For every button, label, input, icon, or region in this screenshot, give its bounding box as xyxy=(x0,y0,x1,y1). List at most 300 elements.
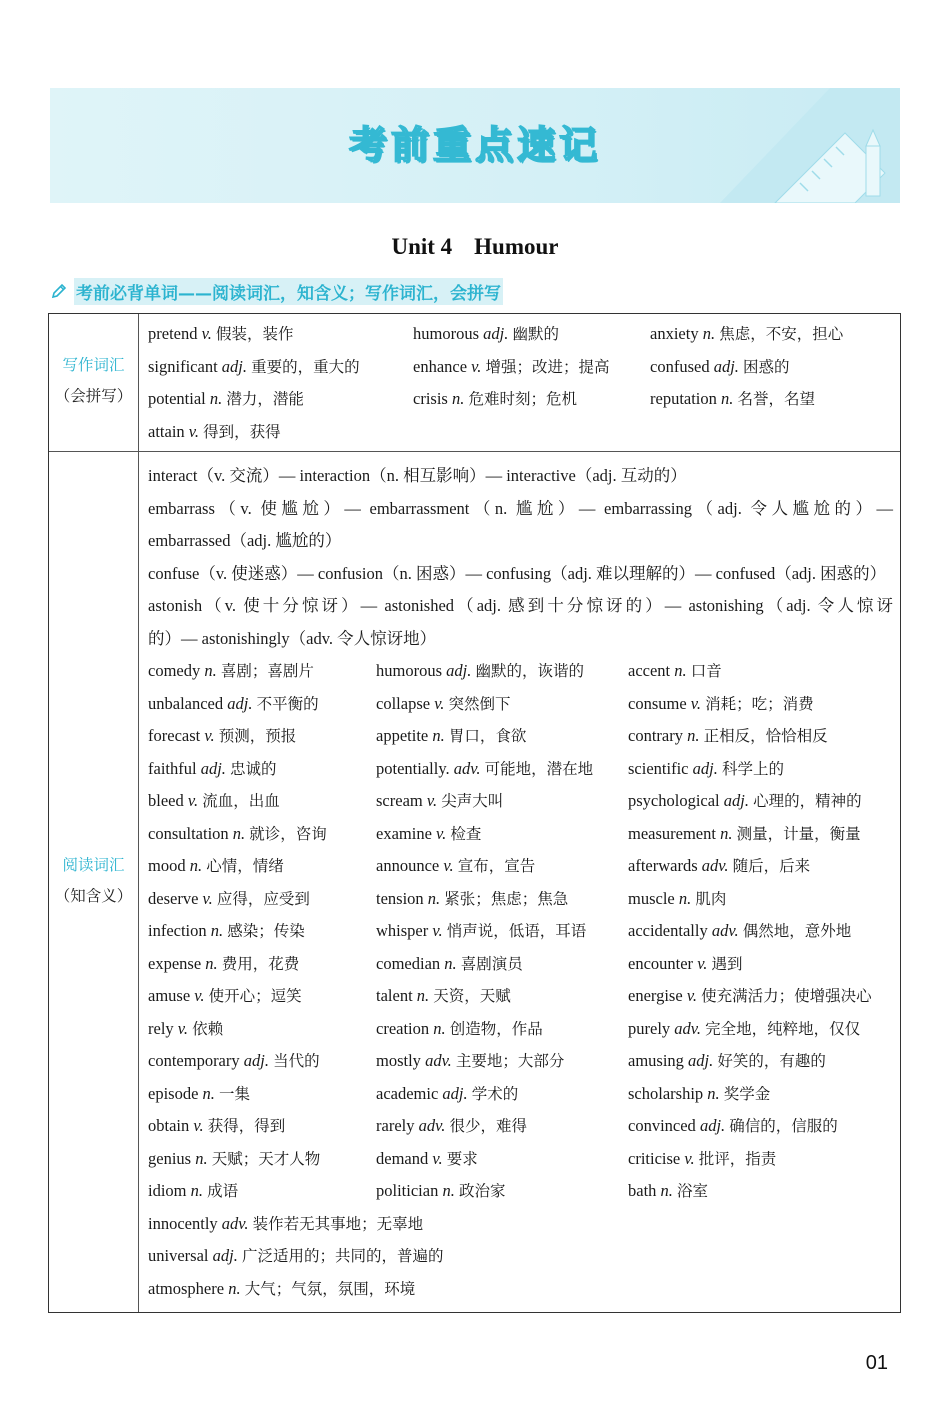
vocab-meaning: 肌肉 xyxy=(695,889,727,908)
vocab-word: consume xyxy=(628,693,687,713)
vocab-pos: v. xyxy=(690,693,702,713)
vocab-pos: adj. xyxy=(713,356,739,376)
reading-row xyxy=(148,1240,893,1272)
vocab-meaning: 获得，得到 xyxy=(207,1117,286,1135)
vocab-pos: v. xyxy=(177,1018,189,1038)
vocab-entry xyxy=(376,655,584,687)
vocab-meaning: 偶然地，意外地 xyxy=(742,922,852,940)
vocab-entry xyxy=(376,883,568,915)
vocab-meaning: 焦虑，不安，担心 xyxy=(719,325,844,343)
vocab-entry xyxy=(650,351,790,383)
vocab-entry xyxy=(148,383,304,415)
reading-row xyxy=(148,785,893,817)
vocab-word: measurement xyxy=(628,823,716,843)
vocab-word: rarely xyxy=(376,1116,415,1135)
vocab-word: convinced xyxy=(628,1116,696,1135)
vocab-word: anxiety xyxy=(650,324,699,343)
vocab-pos: n. xyxy=(451,389,465,408)
vocab-meaning: 天资，天赋 xyxy=(433,987,511,1005)
vocab-entry xyxy=(628,1078,770,1110)
vocab-pos: v. xyxy=(436,823,447,843)
reading-row xyxy=(148,1013,893,1045)
vocab-pos: n. xyxy=(228,1278,241,1298)
vocab-entry xyxy=(148,688,319,720)
vocab-meaning: 一集 xyxy=(219,1084,251,1103)
vocab-entry xyxy=(650,383,815,415)
vocab-word: episode xyxy=(148,1083,199,1103)
vocab-meaning: 主要地；大部分 xyxy=(455,1052,565,1070)
vocab-entry xyxy=(148,1273,415,1305)
vocab-meaning: 幽默的，诙谐的 xyxy=(475,662,584,680)
banner-title: 考前重点速记 xyxy=(348,123,601,167)
vocab-pos: adv. xyxy=(711,921,739,940)
vocab-word: muscle xyxy=(628,888,675,908)
section-heading xyxy=(50,278,503,304)
vocab-meaning: 正相反，恰恰相反 xyxy=(703,727,828,745)
vocab-entry xyxy=(628,980,872,1012)
vocab-meaning: 完全地，纯粹地，仅仅 xyxy=(705,1019,861,1038)
writing-label-title: 写作词汇 xyxy=(62,356,125,374)
vocab-word: universal xyxy=(148,1246,209,1265)
vocab-entry xyxy=(628,850,810,882)
vocab-word: politician xyxy=(376,1181,439,1200)
vocab-word: consultation xyxy=(148,823,229,843)
vocab-pos: adv. xyxy=(418,1116,446,1135)
vocab-meaning: 悄声说，低语，耳语 xyxy=(446,922,587,940)
vocab-meaning: 口音 xyxy=(690,662,722,680)
vocab-pos: n. xyxy=(209,389,223,408)
vocab-meaning: 随后，后来 xyxy=(732,857,811,875)
vocab-pos: n. xyxy=(674,661,687,680)
vocab-pos: n. xyxy=(660,1181,673,1200)
vocab-pos: n. xyxy=(432,726,445,745)
vocab-entry xyxy=(148,915,305,947)
vocab-meaning: 尖声大叫 xyxy=(441,792,504,810)
vocab-pos: adj. xyxy=(483,324,509,343)
vocab-meaning: 得到，获得 xyxy=(203,422,281,441)
vocab-word: pretend xyxy=(148,324,198,343)
vocab-meaning: 学术的 xyxy=(471,1084,519,1103)
vocab-pos: n. xyxy=(204,661,217,680)
reading-label xyxy=(49,850,138,912)
vocab-entry xyxy=(148,1208,423,1240)
vocab-word: confused xyxy=(650,356,710,376)
word-family-line: embarrass（v. 使尴尬）— embarrassment（n. 尴尬）— embarrassing（adj. 令人尴尬的）— xyxy=(148,498,893,518)
unit-number: Unit 4 xyxy=(391,234,453,259)
vocab-entry xyxy=(413,351,610,383)
word-family-line: interact（v. 交流）— interaction（n. 相互影响）— interactive（adj. 互动的） xyxy=(148,466,687,485)
reading-row xyxy=(148,883,893,915)
vocab-meaning: 突然倒下 xyxy=(448,694,511,713)
vocab-meaning: 喜剧演员 xyxy=(460,954,523,973)
reading-row xyxy=(148,1045,893,1077)
vocab-meaning: 费用，花费 xyxy=(221,954,300,973)
vocab-meaning: 危难时刻；危机 xyxy=(468,390,577,408)
vocab-pos: n. xyxy=(702,324,716,343)
vocab-meaning: 潜力，潜能 xyxy=(226,390,304,408)
column-divider xyxy=(138,314,139,1312)
vocab-word: encounter xyxy=(628,953,694,973)
vocab-pos: n. xyxy=(205,953,218,973)
vocab-entry xyxy=(628,1013,860,1045)
vocab-meaning: 就诊，咨询 xyxy=(249,824,327,843)
vocab-entry xyxy=(628,753,784,785)
vocab-word: potentially. xyxy=(376,758,450,778)
vocab-word: significant xyxy=(148,356,218,376)
vocab-word: scream xyxy=(376,791,423,810)
vocab-word: scientific xyxy=(628,758,689,778)
reading-row xyxy=(148,948,893,980)
vocab-meaning: 增强；改进；提高 xyxy=(485,357,610,376)
vocab-pos: n. xyxy=(189,856,203,875)
vocab-pos: v. xyxy=(471,356,482,376)
section-heading-text: 考前必背单词——阅读词汇，知含义；写作词汇，会拼写 xyxy=(74,278,503,305)
vocab-pos: v. xyxy=(193,1116,204,1135)
vocab-word: reputation xyxy=(650,389,717,408)
vocab-entry xyxy=(148,1175,238,1207)
vocab-word: talent xyxy=(376,986,413,1005)
vocab-entry xyxy=(148,1110,285,1142)
vocab-word: rely xyxy=(148,1018,174,1038)
vocab-meaning: 重要的，重大的 xyxy=(251,357,360,376)
vocab-meaning: 使开心；逗笑 xyxy=(208,987,302,1005)
vocab-pos: adj. xyxy=(200,758,226,778)
vocab-pos: adv. xyxy=(701,856,729,875)
vocab-entry xyxy=(628,655,722,687)
vocab-entry xyxy=(376,1110,527,1142)
vocab-word: faithful xyxy=(148,758,197,778)
vocab-pos: n. xyxy=(444,953,457,973)
vocab-pos: v. xyxy=(697,953,708,973)
vocab-meaning: 应得，应受到 xyxy=(216,889,310,908)
writing-row xyxy=(148,318,893,350)
vocab-pos: n. xyxy=(442,1181,455,1200)
vocab-word: whisper xyxy=(376,921,429,940)
reading-label-sub: （知含义） xyxy=(54,887,133,905)
reading-label-title: 阅读词汇 xyxy=(62,856,125,874)
reading-row xyxy=(148,980,893,1012)
vocab-word: scholarship xyxy=(628,1083,704,1103)
vocab-word: unbalanced xyxy=(148,693,224,713)
reading-row xyxy=(148,915,893,947)
vocab-entry xyxy=(650,318,843,350)
vocab-entry xyxy=(376,688,511,720)
vocab-pos: n. xyxy=(721,389,734,408)
vocab-entry xyxy=(148,1045,320,1077)
vocab-word: announce xyxy=(376,856,440,875)
vocab-pos: n. xyxy=(190,1181,204,1200)
vocab-pos: v. xyxy=(432,1148,443,1168)
vocab-meaning: 要求 xyxy=(446,1149,478,1168)
reading-row xyxy=(148,850,893,882)
word-family-line: astonish（v. 使十分惊讶）— astonished（adj. 感到十分惊讶的）— astonishing（adj. 令人惊讶 xyxy=(148,596,893,615)
vocab-word: humorous xyxy=(413,324,479,343)
vocab-meaning: 装作若无其事地；无辜地 xyxy=(252,1214,424,1233)
vocab-word: attain xyxy=(148,421,185,441)
vocab-entry xyxy=(148,720,296,752)
section-divider xyxy=(49,451,900,452)
vocab-meaning: 感染；传染 xyxy=(227,922,305,940)
vocab-meaning: 假装，装作 xyxy=(215,325,294,343)
vocab-word: mood xyxy=(148,856,186,875)
reading-row xyxy=(148,655,893,687)
vocab-entry xyxy=(628,818,861,850)
vocab-meaning: 忠诚的 xyxy=(230,759,277,778)
vocab-entry xyxy=(376,1143,478,1175)
word-family-line: embarrassed（adj. 尴尬的） xyxy=(148,531,342,550)
reading-row xyxy=(148,1078,893,1110)
vocab-entry xyxy=(628,1143,776,1175)
vocab-pos: v. xyxy=(434,693,445,713)
vocab-word: accidentally xyxy=(628,921,708,940)
vocab-meaning: 奖学金 xyxy=(723,1084,771,1103)
vocab-word: collapse xyxy=(376,693,431,713)
vocab-meaning: 可能地，潜在地 xyxy=(484,759,594,778)
vocab-pos: adj. xyxy=(221,356,247,376)
vocab-word: academic xyxy=(376,1083,439,1103)
reading-row xyxy=(148,688,893,720)
vocab-meaning: 当代的 xyxy=(273,1052,320,1070)
vocab-entry xyxy=(148,850,284,882)
vocab-meaning: 名誉，名望 xyxy=(737,390,816,408)
vocab-word: expense xyxy=(148,953,202,973)
vocab-entry xyxy=(628,688,814,720)
vocab-meaning: 检查 xyxy=(450,824,482,843)
vocab-meaning: 不平衡的 xyxy=(256,694,319,713)
vocab-word: forecast xyxy=(148,726,201,745)
vocab-pos: v. xyxy=(188,421,200,441)
vocab-pos: n. xyxy=(687,726,700,745)
vocab-word: bath xyxy=(628,1181,657,1200)
vocab-pos: adj. xyxy=(442,1083,468,1103)
vocabulary-table xyxy=(48,313,901,1313)
vocab-entry xyxy=(628,1175,708,1207)
vocab-word: psychological xyxy=(628,791,720,810)
vocab-pos: n. xyxy=(202,1083,215,1103)
vocab-meaning: 预测，预报 xyxy=(218,727,297,745)
vocab-meaning: 确信的，信服的 xyxy=(729,1117,838,1135)
vocab-pos: n. xyxy=(210,921,224,940)
vocab-pos: adj. xyxy=(699,1116,726,1135)
vocab-word: purely xyxy=(628,1018,671,1038)
vocab-entry xyxy=(148,785,280,817)
vocab-entry xyxy=(376,1013,543,1045)
vocab-pos: n. xyxy=(195,1148,208,1168)
vocab-word: comedy xyxy=(148,661,201,680)
vocab-pos: adv. xyxy=(425,1051,452,1070)
page-number: 01 xyxy=(865,1352,888,1374)
word-family-line: confuse（v. 使迷惑）— confusion（n. 困惑）— confusing（adj. 难以理解的）— confused（adj. 困惑的） xyxy=(148,563,887,583)
vocab-pos: adj. xyxy=(227,693,253,713)
vocab-word: crisis xyxy=(413,389,448,408)
vocab-word: examine xyxy=(376,823,432,843)
vocab-pos: adv. xyxy=(453,758,481,778)
vocab-meaning: 大气；气氛，氛围，环境 xyxy=(244,1279,416,1298)
vocab-pos: adj. xyxy=(446,661,472,680)
vocab-word: innocently xyxy=(148,1213,218,1233)
vocab-word: enhance xyxy=(413,356,468,376)
vocab-entry xyxy=(148,416,281,448)
unit-name: Humour xyxy=(474,234,559,259)
reading-row xyxy=(148,753,893,785)
vocab-pos: adj. xyxy=(212,1246,238,1265)
vocab-entry xyxy=(148,818,327,850)
vocab-meaning: 测量，计量，衡量 xyxy=(736,824,861,843)
vocab-entry xyxy=(628,915,851,947)
vocab-word: afterwards xyxy=(628,856,698,875)
vocab-meaning: 很少，难得 xyxy=(449,1117,527,1135)
vocab-meaning: 使充满活力；使增强决心 xyxy=(701,987,872,1005)
vocab-word: infection xyxy=(148,921,207,940)
vocab-entry xyxy=(628,785,862,817)
vocab-pos: v. xyxy=(432,921,443,940)
vocab-meaning: 心情，情绪 xyxy=(206,857,284,875)
vocab-pos: n. xyxy=(232,823,246,843)
vocab-meaning: 消耗；吃；消费 xyxy=(705,694,814,713)
vocab-pos: n. xyxy=(707,1083,720,1103)
vocab-meaning: 广泛适用的；共同的，普遍的 xyxy=(241,1247,444,1265)
vocab-pos: adj. xyxy=(688,1051,714,1070)
vocab-pos: n. xyxy=(720,823,733,843)
vocab-pos: v. xyxy=(684,1148,695,1168)
unit-title xyxy=(0,234,950,260)
vocab-word: bleed xyxy=(148,791,184,810)
vocab-word: mostly xyxy=(376,1051,421,1070)
vocab-pos: v. xyxy=(202,888,213,908)
vocab-entry xyxy=(376,1045,564,1077)
vocab-pos: v. xyxy=(194,986,205,1005)
vocab-entry xyxy=(628,883,726,915)
pencil-icon xyxy=(50,282,68,300)
reading-row xyxy=(148,1143,893,1175)
writing-label xyxy=(49,350,138,412)
vocab-entry xyxy=(376,720,526,752)
vocab-meaning: 困惑的 xyxy=(743,357,790,376)
vocab-meaning: 喜剧；喜剧片 xyxy=(220,662,314,680)
vocab-meaning: 成语 xyxy=(207,1182,239,1200)
vocab-meaning: 科学上的 xyxy=(721,759,784,778)
vocab-pos: n. xyxy=(678,888,692,908)
vocab-pos: v. xyxy=(426,791,438,810)
writing-label-sub: （会拼写） xyxy=(54,387,133,405)
vocab-entry xyxy=(628,1045,826,1077)
vocab-word: genius xyxy=(148,1148,192,1168)
vocab-word: potential xyxy=(148,389,206,408)
reading-row xyxy=(148,1175,893,1207)
vocab-pos: adv. xyxy=(674,1018,702,1038)
vocab-meaning: 紧张；焦虑；焦急 xyxy=(444,889,569,908)
vocab-word: atmosphere xyxy=(148,1278,225,1298)
vocab-meaning: 政治家 xyxy=(458,1182,506,1200)
reading-row xyxy=(148,1273,893,1305)
vocab-meaning: 流血，出血 xyxy=(202,792,280,810)
vocab-entry xyxy=(628,948,743,980)
vocab-word: amuse xyxy=(148,986,191,1005)
vocab-entry xyxy=(148,1143,320,1175)
vocab-entry xyxy=(376,1175,505,1207)
vocab-meaning: 宣布，宣告 xyxy=(457,857,536,875)
reading-row xyxy=(148,1110,893,1142)
vocab-entry xyxy=(148,1013,223,1045)
vocab-word: humorous xyxy=(376,661,442,680)
vocab-word: deserve xyxy=(148,888,199,908)
vocab-pos: adj. xyxy=(692,758,718,778)
vocab-meaning: 心理的，精神的 xyxy=(753,792,862,810)
vocab-entry xyxy=(376,818,481,850)
vocab-entry xyxy=(148,753,277,785)
vocab-word: demand xyxy=(376,1148,429,1168)
reading-row xyxy=(148,1208,893,1240)
vocab-meaning: 幽默的 xyxy=(512,325,559,343)
vocab-entry xyxy=(148,318,293,350)
reading-row xyxy=(148,818,893,850)
vocab-word: criticise xyxy=(628,1148,681,1168)
vocab-word: contemporary xyxy=(148,1051,240,1070)
vocab-entry xyxy=(413,383,577,415)
vocab-meaning: 浴室 xyxy=(677,1182,709,1200)
vocab-entry xyxy=(148,1078,250,1110)
vocab-entry xyxy=(628,720,828,752)
vocab-entry xyxy=(413,318,559,350)
writing-row xyxy=(148,351,893,383)
vocab-word: obtain xyxy=(148,1116,190,1135)
vocab-entry xyxy=(148,948,299,980)
vocab-pos: adj. xyxy=(243,1051,269,1070)
vocab-entry xyxy=(376,948,523,980)
vocab-entry xyxy=(148,1240,443,1272)
vocab-entry xyxy=(148,883,310,915)
vocab-word: creation xyxy=(376,1018,430,1038)
vocab-word: accent xyxy=(628,661,671,680)
vocab-entry xyxy=(376,785,503,817)
vocab-meaning: 批评，指责 xyxy=(698,1149,777,1168)
vocab-entry xyxy=(376,1078,518,1110)
vocab-pos: v. xyxy=(686,986,698,1005)
vocab-entry xyxy=(376,850,535,882)
writing-row xyxy=(148,416,893,448)
vocab-pos: adj. xyxy=(723,791,749,810)
vocab-pos: adv. xyxy=(221,1213,249,1233)
vocab-entry xyxy=(628,1110,838,1142)
vocab-pos: n. xyxy=(427,888,441,908)
vocab-entry xyxy=(148,351,360,383)
vocab-word: comedian xyxy=(376,953,441,973)
vocab-meaning: 依赖 xyxy=(192,1019,224,1038)
vocab-entry xyxy=(376,753,593,785)
vocab-pos: v. xyxy=(187,791,199,810)
word-family-line: 的）— astonishingly（adv. 令人惊讶地） xyxy=(148,628,437,648)
vocab-word: idiom xyxy=(148,1181,187,1200)
vocab-pos: n. xyxy=(416,986,430,1005)
vocab-meaning: 遇到 xyxy=(711,954,743,973)
vocab-meaning: 胃口，食欲 xyxy=(448,727,527,745)
reading-row xyxy=(148,720,893,752)
vocab-entry xyxy=(148,980,302,1012)
vocab-word: contrary xyxy=(628,726,683,745)
vocab-word: tension xyxy=(376,888,424,908)
vocab-pos: v. xyxy=(443,856,454,875)
vocab-entry xyxy=(148,655,314,687)
vocab-pos: v. xyxy=(201,324,212,343)
vocab-word: appetite xyxy=(376,726,429,745)
vocab-entry xyxy=(376,915,586,947)
vocab-word: amusing xyxy=(628,1051,684,1070)
vocab-word: energise xyxy=(628,986,683,1005)
vocab-entry xyxy=(376,980,511,1012)
writing-row xyxy=(148,383,893,415)
header-banner xyxy=(50,88,900,203)
vocab-meaning: 创造物，作品 xyxy=(449,1019,543,1038)
